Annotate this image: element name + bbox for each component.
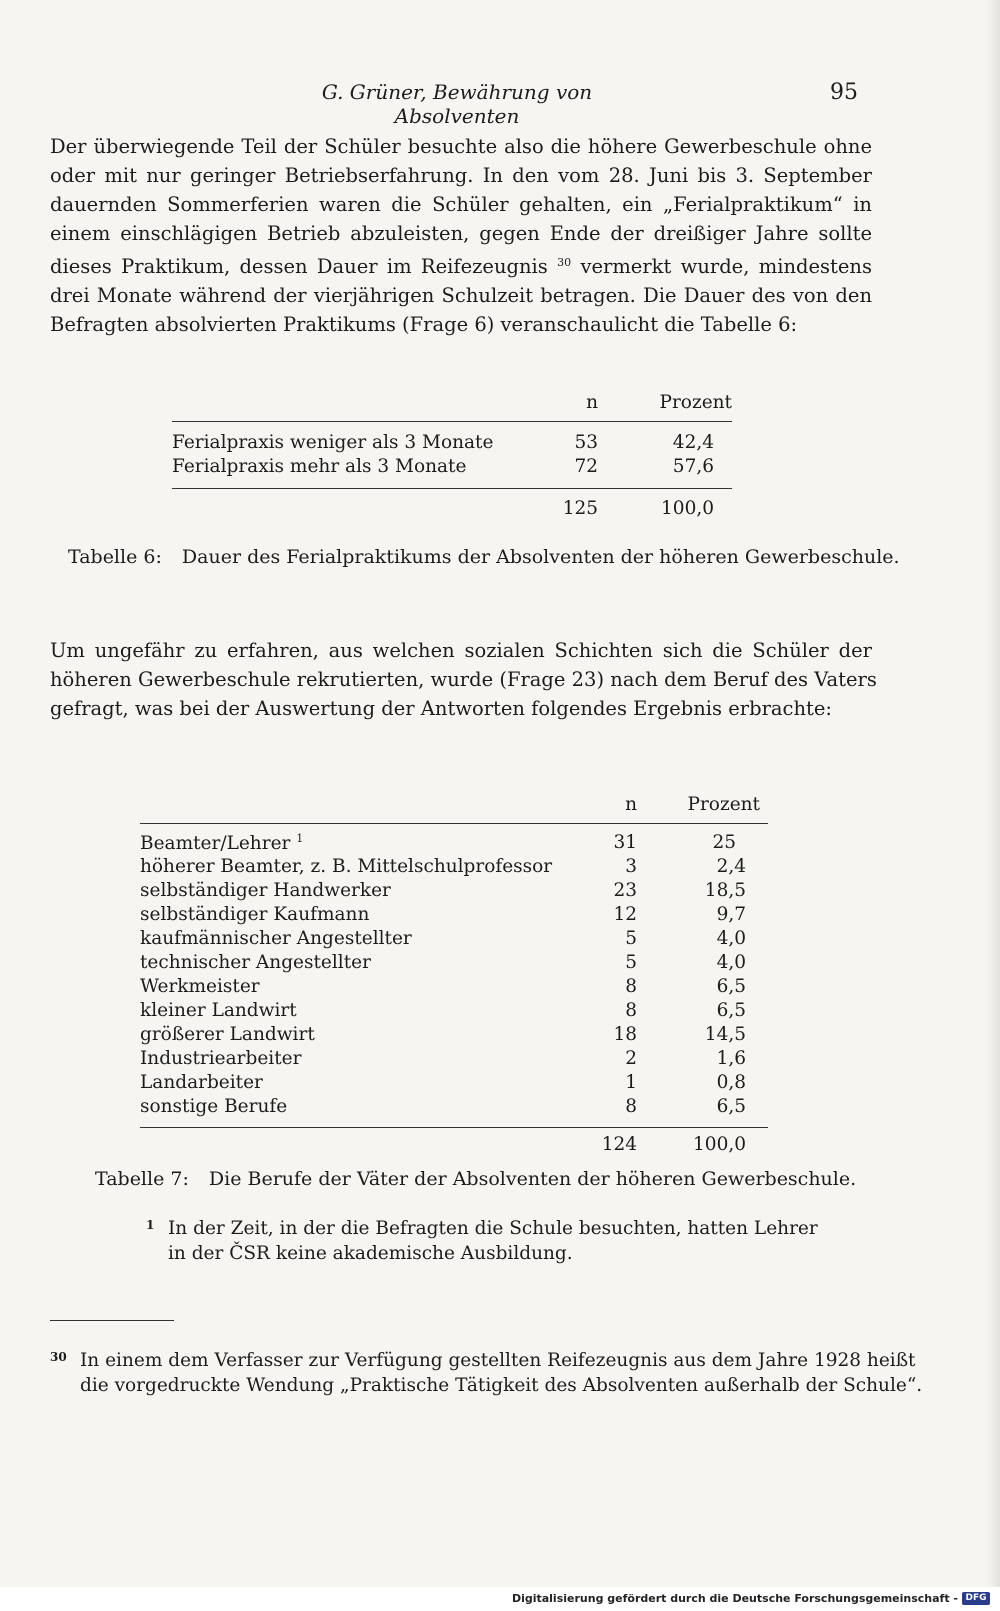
text-line: Der überwiegende Teil der Schüler besuchte also die höhere Gewerbeschule ohne — [50, 135, 872, 158]
row-label-with-note — [140, 832, 303, 854]
row-n: 53 — [574, 432, 598, 453]
table-rule — [140, 823, 768, 824]
table-7-caption — [95, 1168, 856, 1190]
row-n: 8 — [625, 1096, 637, 1117]
text-line: einem einschlägigen Betrieb abzuleisten, gegen Ende der dreißiger Jahre sollte — [50, 222, 872, 245]
text-line: Um ungefähr zu erfahren, aus welchen sozialen Schichten sich die Schüler der — [50, 639, 872, 662]
table-row — [140, 952, 768, 976]
text-line: gefragt, was bei der Auswertung der Antworten folgendes Ergebnis erbrachte: — [50, 697, 832, 720]
dfg-logo-icon: DFG — [962, 1592, 990, 1605]
row-n: 1 — [625, 1072, 637, 1093]
row-label: sonstige Berufe — [140, 1096, 288, 1117]
table-row — [140, 1024, 768, 1048]
table-row — [140, 1048, 768, 1072]
row-label: Werkmeister — [140, 976, 260, 997]
total-n: 125 — [562, 498, 598, 519]
row-label: selbständiger Handwerker — [140, 880, 391, 901]
row-label: größerer Landwirt — [140, 1024, 315, 1045]
row-label: Ferialpraxis mehr als 3 Monate — [172, 456, 467, 477]
caption-label: Tabelle 6: — [68, 546, 162, 568]
column-header-percent: Prozent — [687, 794, 760, 815]
table-note-mark: 1 — [146, 1218, 155, 1232]
row-percent: 2,4 — [716, 856, 746, 877]
row-percent: 4,0 — [716, 952, 746, 973]
row-percent: 42,4 — [672, 432, 714, 453]
table-rule — [172, 488, 732, 489]
row-percent: 6,5 — [716, 1000, 746, 1021]
row-label: kleiner Landwirt — [140, 1000, 297, 1021]
table-row — [140, 928, 768, 952]
footnote-separator — [50, 1320, 174, 1321]
footer-credit: Digitalisierung gefördert durch die Deutsche Forschungsgemeinschaft - — [511, 1592, 958, 1605]
row-percent: 4,0 — [716, 928, 746, 949]
row-percent: 6,5 — [716, 976, 746, 997]
table-row — [140, 880, 768, 904]
row-n: 3 — [625, 856, 637, 877]
table-row — [140, 1000, 768, 1024]
row-n: 72 — [574, 456, 598, 477]
footnote-line: In einem dem Verfasser zur Verfügung gestellten Reifezeugnis aus dem Jahre 1928 heißt — [80, 1350, 916, 1371]
table-rule — [172, 421, 732, 422]
paragraph-2 — [50, 636, 877, 723]
row-label: selbständiger Kaufmann — [140, 904, 370, 925]
table-row — [140, 976, 768, 1000]
total-percent: 100,0 — [661, 498, 714, 519]
caption-text: Die Berufe der Väter der Absolventen der höheren Gewerbeschule. — [208, 1168, 857, 1190]
footnote-line: die vorgedruckte Wendung „Praktische Tätigkeit des Absolventen außerhalb der Schule“. — [80, 1375, 923, 1396]
column-header-percent: Prozent — [659, 392, 732, 413]
table-6-caption — [68, 546, 900, 568]
table-header-row — [140, 794, 768, 818]
note-line: In der Zeit, in der die Befragten die Schule besuchten, hatten Lehrer — [168, 1218, 818, 1239]
digitization-footer — [0, 1587, 1000, 1611]
table-row — [140, 904, 768, 928]
page-edge-shadow — [986, 0, 1000, 1587]
text-line: oder mit nur geringer Betriebserfahrung. In den vom 28. Juni bis 3. September — [50, 164, 872, 187]
note-line: in der ČSR keine akademische Ausbildung. — [168, 1243, 573, 1264]
row-percent: 14,5 — [704, 1024, 746, 1045]
table-row — [172, 456, 732, 480]
paragraph-1 — [50, 132, 872, 339]
table-7-note — [168, 1216, 818, 1266]
total-percent: 100,0 — [693, 1134, 746, 1155]
row-percent: 6,5 — [716, 1096, 746, 1117]
page-number: 95 — [830, 80, 858, 105]
row-n: 23 — [613, 880, 637, 901]
table-row — [140, 1096, 768, 1120]
note-reference: 1 — [296, 832, 304, 845]
row-percent: 57,6 — [672, 456, 714, 477]
row-n: 8 — [625, 976, 637, 997]
table-row — [172, 432, 732, 456]
row-percent: 9,7 — [716, 904, 746, 925]
row-n: 2 — [625, 1048, 637, 1069]
row-percent: 1,6 — [716, 1048, 746, 1069]
text-line: Befragten absolvierten Praktikums (Frage 6) veranschaulicht die Tabelle 6: — [50, 313, 798, 336]
table-row — [140, 856, 768, 880]
table-6 — [172, 392, 732, 532]
running-header-title: G. Grüner, Bewährung von Absolventen — [321, 80, 593, 128]
row-percent: 18,5 — [704, 880, 746, 901]
text-line-with-footnote-ref — [50, 248, 872, 281]
table-7 — [140, 794, 768, 1154]
table-row — [140, 1072, 768, 1096]
row-label: Beamter/Lehrer — [140, 833, 291, 854]
footnote-30 — [80, 1348, 922, 1398]
row-label: Landarbeiter — [140, 1072, 263, 1093]
row-n: 18 — [613, 1024, 637, 1045]
table-total-row — [172, 498, 732, 522]
row-n: 31 — [613, 832, 637, 853]
table-rule — [140, 1127, 768, 1128]
text-segment: vermerkt wurde, mindestens — [580, 255, 872, 278]
text-line: dauernden Sommerferien waren die Schüler gehalten, ein „Ferialpraktikum“ in — [50, 193, 872, 216]
table-header-row — [172, 392, 732, 416]
column-header-n: n — [586, 392, 598, 413]
row-n: 5 — [625, 952, 637, 973]
footnote-reference: 30 — [557, 256, 572, 269]
footnote-mark: 30 — [50, 1350, 67, 1364]
row-label: kaufmännischer Angestellter — [140, 928, 412, 949]
text-line: drei Monate während der vierjährigen Schulzeit betragen. Die Dauer des von den — [50, 284, 872, 307]
caption-label: Tabelle 7: — [95, 1168, 189, 1190]
row-percent: 0,8 — [716, 1072, 746, 1093]
caption-text: Dauer des Ferialpraktikums der Absolventen der höheren Gewerbeschule. — [181, 546, 900, 568]
row-label: höherer Beamter, z. B. Mittelschulprofessor — [140, 856, 553, 877]
table-row — [140, 832, 768, 856]
row-n: 8 — [625, 1000, 637, 1021]
text-line: höheren Gewerbeschule rekrutierten, wurde (Frage 23) nach dem Beruf des Vaters — [50, 668, 877, 691]
row-percent: 25 — [712, 832, 736, 853]
row-label: Ferialpraxis weniger als 3 Monate — [172, 432, 494, 453]
column-header-n: n — [625, 794, 637, 815]
row-n: 12 — [613, 904, 637, 925]
row-n: 5 — [625, 928, 637, 949]
table-total-row — [140, 1134, 768, 1158]
row-label: Industriearbeiter — [140, 1048, 302, 1069]
row-label: technischer Angestellter — [140, 952, 371, 973]
text-segment: dieses Praktikum, dessen Dauer im Reifezeugnis — [50, 255, 548, 278]
total-n: 124 — [601, 1134, 637, 1155]
